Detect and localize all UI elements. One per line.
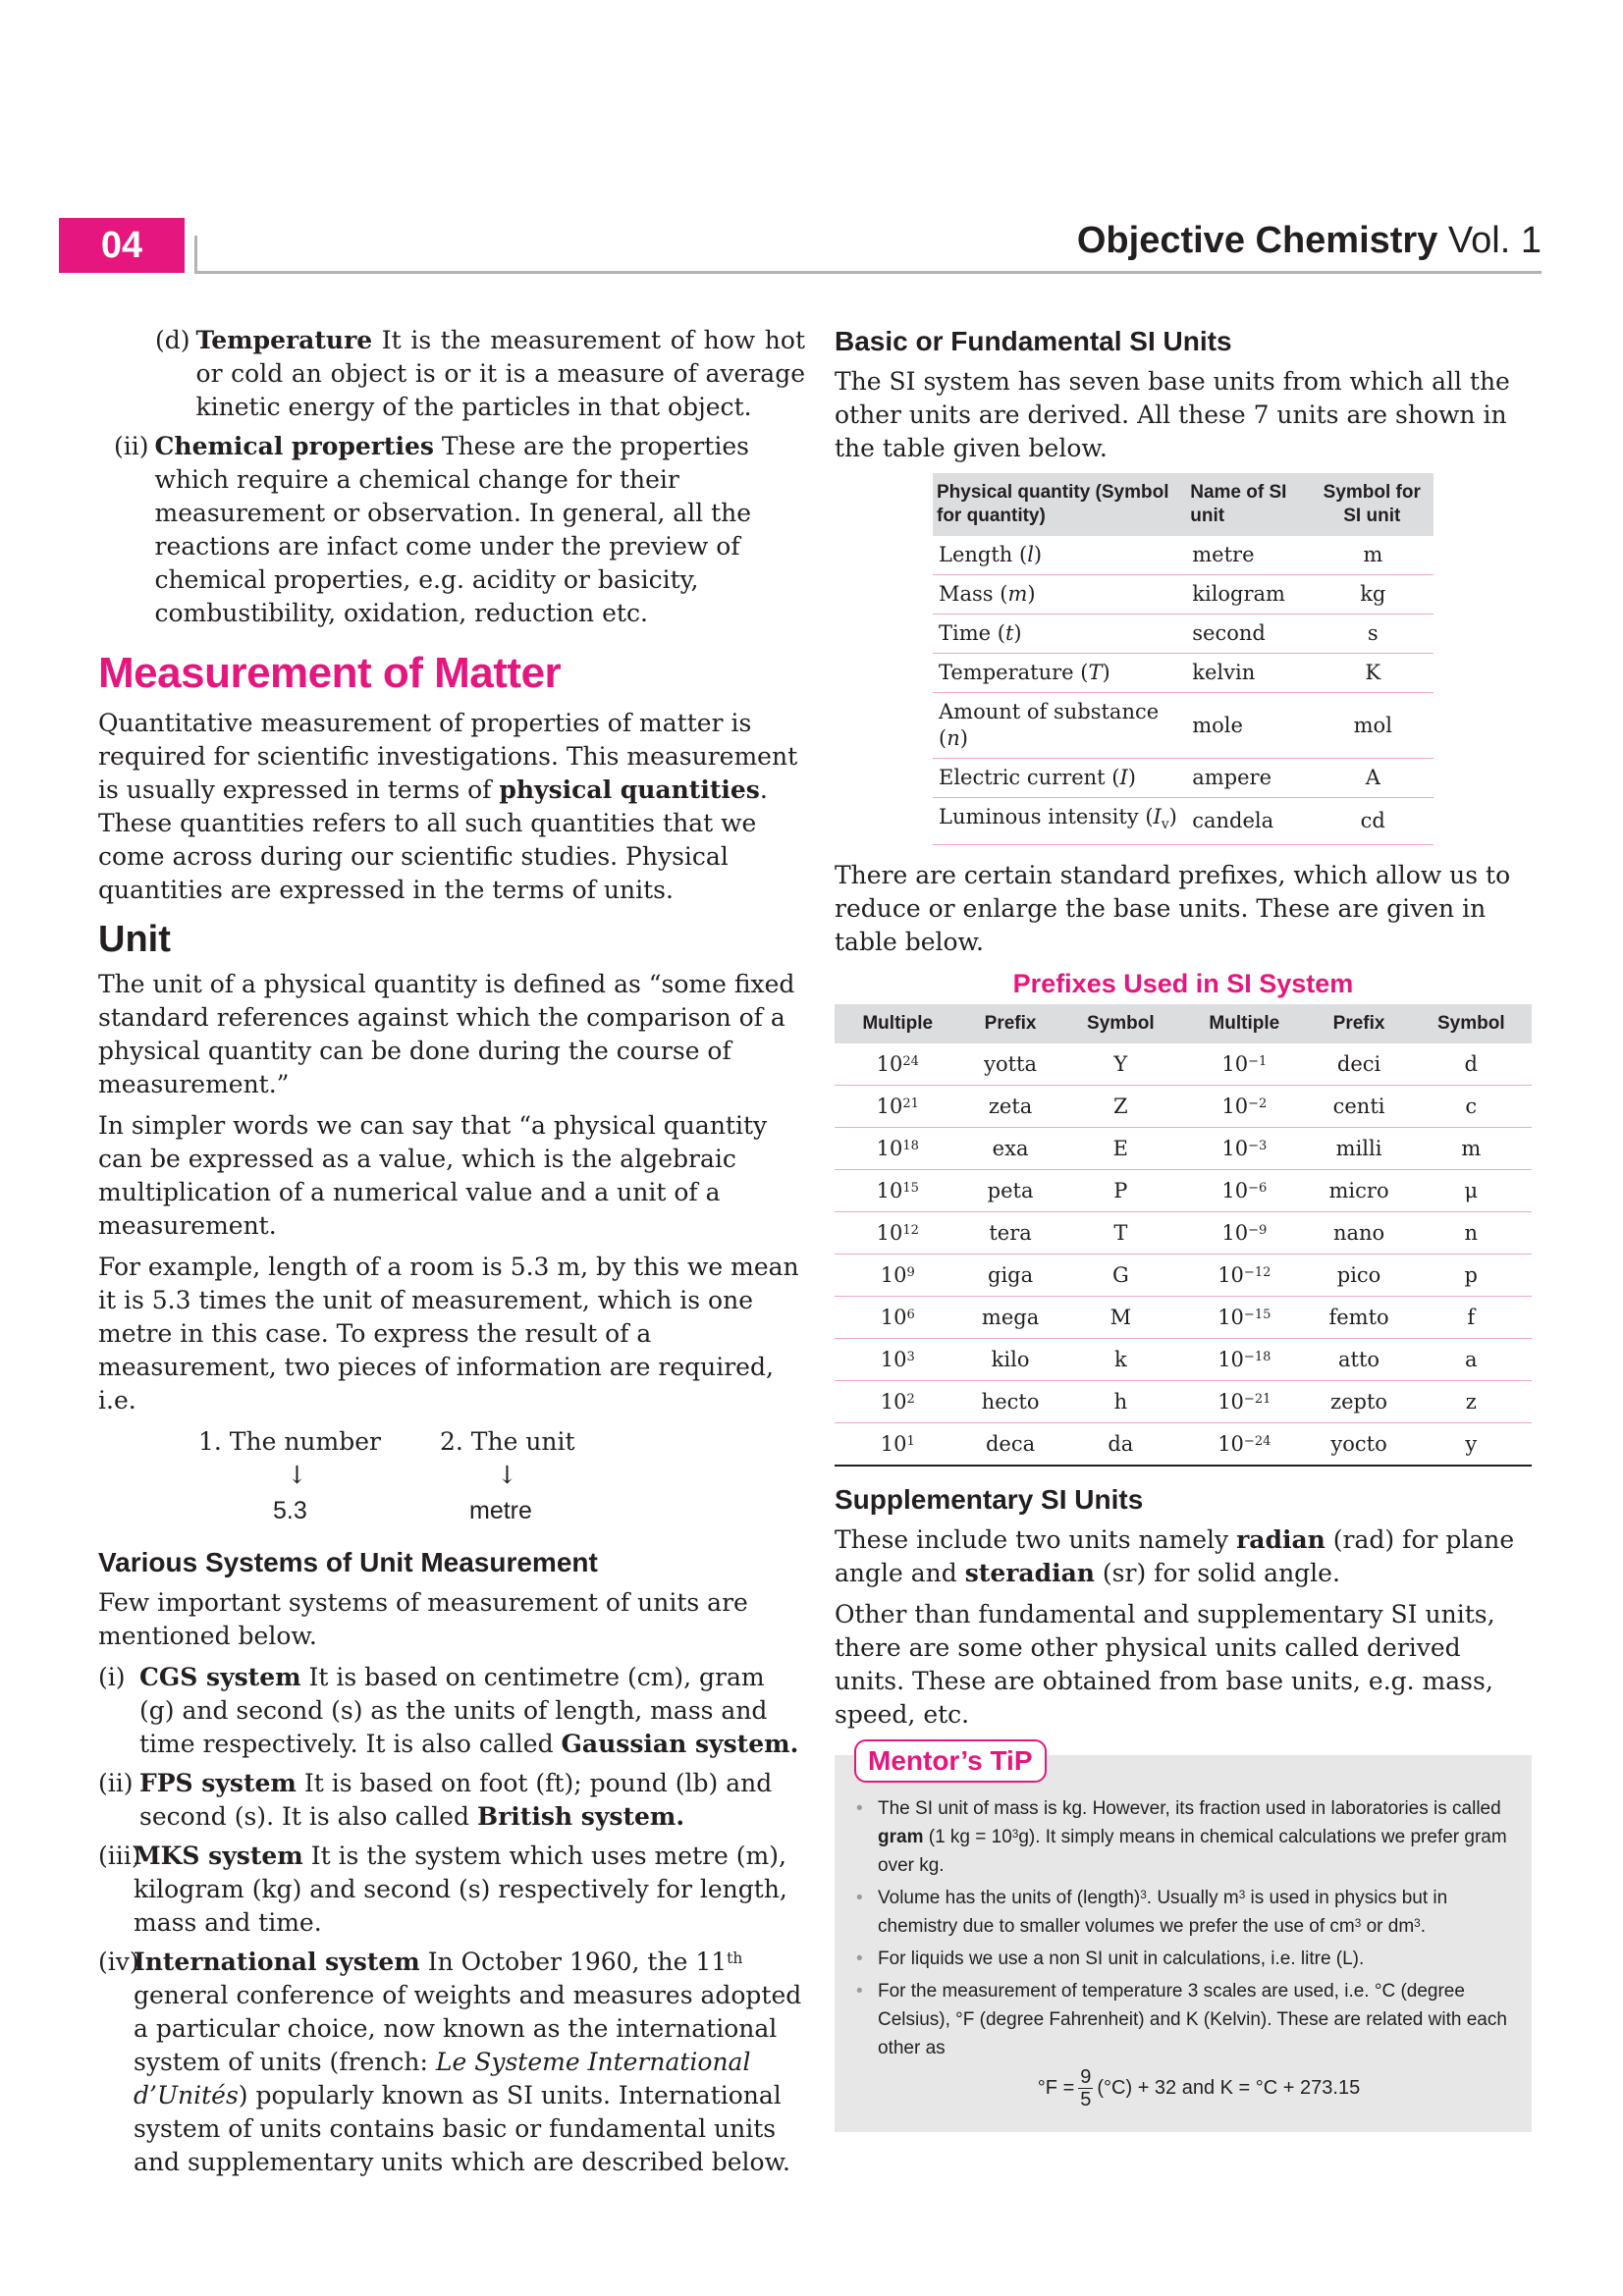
mentors-tip-box — [835, 1755, 1532, 2132]
symbol-cell: k — [1060, 1339, 1181, 1381]
page-number: 04 — [59, 218, 185, 273]
item-text: These are the properties which require a chemical change for their measurement or observation. In general, all the reactions are infact come under the preview of chemical properties, e.g. acidity or basicity, combustibility, oxidation, reduction etc. — [154, 432, 752, 627]
diagram-label-unit: 2. The unit — [440, 1427, 575, 1456]
tip-bullet: • The SI unit of mass is kg. However, its fraction used in laboratories is called gram (1 kg = $10^3g$). It simply means in chemical calculations we prefer gram over kg. — [878, 1794, 1520, 1880]
bold-term: radian — [1236, 1525, 1325, 1555]
symbol-cell: f — [1411, 1297, 1532, 1339]
table-row — [933, 654, 1434, 693]
item-term: FPS system — [139, 1769, 297, 1797]
prefix-cell: pico — [1308, 1255, 1411, 1297]
text-run: . These quantities refers to all such quantities that we come across during our scientific studies. Physical quantities are expressed in the terms of units. — [98, 775, 768, 904]
quantity-cell: Time (t) — [933, 614, 1186, 654]
multiple-cell: $10^9$ — [835, 1255, 961, 1297]
prefix-cell: mega — [961, 1297, 1060, 1339]
item-text: It is the system which uses metre (m), kilogram (kg) and second (s) respectively for length, mass and time. — [134, 1842, 787, 1937]
right-column — [835, 324, 1532, 2132]
unit-symbol-cell: m — [1311, 536, 1434, 575]
unit-symbol-cell: kg — [1311, 575, 1434, 614]
item-text: It is the measurement of how hot or cold an object is or it is a measure of average kinetic energy of the particles in that object. — [195, 326, 805, 421]
unit-name-cell: kelvin — [1186, 654, 1310, 693]
multiple-cell: $10^3$ — [835, 1339, 961, 1381]
table-row — [835, 1212, 1532, 1255]
unit-name-cell: candela — [1186, 798, 1310, 845]
table-row — [835, 1170, 1532, 1212]
unit-symbol-cell: K — [1311, 654, 1434, 693]
prefix-cell: nano — [1308, 1212, 1411, 1255]
symbol-cell: p — [1411, 1255, 1532, 1297]
multiple-cell: $10^2$ — [835, 1381, 961, 1423]
quantity-cell: Luminous intensity $(I_v)$ — [933, 798, 1186, 845]
symbol-cell: h — [1060, 1381, 1181, 1423]
page-header — [59, 218, 1542, 273]
symbol-cell: Y — [1060, 1043, 1181, 1086]
temperature-item — [98, 324, 805, 424]
symbol-cell: G — [1060, 1255, 1181, 1297]
prefix-table — [835, 1004, 1532, 1467]
multiple-cell: $10^{-21}$ — [1181, 1381, 1308, 1423]
book-title-bold: Objective Chemistry — [1076, 220, 1438, 261]
systems-intro: Few important systems of measurement of units are mentioned below. — [98, 1588, 748, 1650]
multiple-cell: $10^{-6}$ — [1181, 1170, 1308, 1212]
column-header: Prefix — [1308, 1004, 1411, 1043]
quantity-cell: Length (l) — [933, 536, 1186, 575]
diagram-label-number: 1. The number — [198, 1427, 381, 1456]
section-title-measurement: Measurement of Matter — [98, 649, 562, 697]
multiple-cell: $10^{-24}$ — [1181, 1423, 1308, 1467]
prefix-intro-paragraph: There are certain standard prefixes, which allow us to reduce or enlarge the base units. These are given in table below. — [835, 861, 1511, 957]
alt-name: Gaussian system. — [561, 1730, 799, 1758]
mentors-tip-label: Mentor’s TiP — [854, 1739, 1047, 1783]
multiple-cell: $10^{-18}$ — [1181, 1339, 1308, 1381]
unit-name-cell: metre — [1186, 536, 1310, 575]
si-units-table — [933, 473, 1434, 845]
tip-bullet: • For the measurement of temperature 3 scales are used, i.e. °C (degree Celsius), °F (degree Fahrenheit) and K (Kelvin). These are related with each other as °F = $\frac{9}{5}$ (°C) + 32 and K = °C + 273.15 — [878, 1977, 1520, 2110]
multiple-cell: $10^{-1}$ — [1181, 1043, 1308, 1086]
symbol-cell: M — [1060, 1297, 1181, 1339]
symbol-cell: μ — [1411, 1170, 1532, 1212]
symbol-cell: da — [1060, 1423, 1181, 1467]
table-row — [835, 1128, 1532, 1170]
chemical-properties-item — [98, 430, 805, 630]
prefix-cell: femto — [1308, 1297, 1411, 1339]
column-header: Symbol — [1411, 1004, 1532, 1043]
symbol-cell: z — [1411, 1381, 1532, 1423]
table-row — [835, 1255, 1532, 1297]
item-text: It is based on foot (ft); pound (lb) and second (s). It is also called — [139, 1769, 773, 1831]
fraction-denominator: 5 — [1080, 2089, 1092, 2111]
table-row — [933, 614, 1434, 654]
unit-symbol-cell: mol — [1311, 693, 1434, 759]
quantity-cell: Temperature (T) — [933, 654, 1186, 693]
multiple-cell: $10^{-12}$ — [1181, 1255, 1308, 1297]
table-row — [933, 693, 1434, 759]
item-term: CGS system — [139, 1663, 301, 1691]
unit-name-cell: kilogram — [1186, 575, 1310, 614]
alt-name: British system. — [476, 1802, 685, 1831]
unit-symbol-cell: A — [1311, 759, 1434, 798]
column-header: Symbol for SI unit — [1311, 473, 1434, 536]
table-row — [835, 1086, 1532, 1128]
text-run: (rad) for plane angle and — [835, 1525, 1515, 1588]
fraction-numerator: 9 — [1080, 2066, 1092, 2089]
multiple-cell: $10^{18}$ — [835, 1128, 961, 1170]
table-row — [933, 798, 1434, 845]
item-term: Chemical properties — [154, 432, 434, 460]
symbol-cell: Z — [1060, 1086, 1181, 1128]
item-term: Temperature — [195, 326, 373, 354]
unit-symbol-cell: s — [1311, 614, 1434, 654]
tip-bullet: • For liquids we use a non SI unit in calculations, i.e. litre (L). — [878, 1945, 1520, 1973]
diagram-value-number: 5.3 — [273, 1497, 307, 1524]
unit-simpler-paragraph: In simpler words we can say that “a physical quantity can be expressed as a value, which is the algebraic multiplication of a numerical value and a unit of a measurement. — [98, 1111, 768, 1240]
item-marker: (iii) — [98, 1842, 141, 1870]
text-run: (sr) for solid angle. — [1094, 1559, 1340, 1588]
book-title-volume: Vol. 1 — [1437, 220, 1542, 261]
quantity-cell: Amount of substance (n) — [933, 693, 1186, 759]
multiple-cell: $10^{-2}$ — [1181, 1086, 1308, 1128]
table-row — [835, 1043, 1532, 1086]
down-arrow-icon: ↓ — [287, 1461, 307, 1489]
multiple-cell: $10^{21}$ — [835, 1086, 961, 1128]
multiple-cell: $10^{15}$ — [835, 1170, 961, 1212]
superscript: th — [727, 1949, 743, 1968]
item-marker: (ii) — [98, 1769, 134, 1797]
symbol-cell: d — [1411, 1043, 1532, 1086]
formula-rhs: (°C) + 32 and K = °C + 273.15 — [1097, 2077, 1361, 2100]
unit-name-cell: second — [1186, 614, 1310, 654]
column-header: Physical quantity (Symbol for quantity) — [933, 473, 1186, 536]
item-text: ) popularly known as SI units. International system of units contains basic or fundamental units and supplementary units which are described below. — [134, 2081, 790, 2176]
text-run: These include two units namely — [835, 1525, 1237, 1555]
section-title-supplementary: Supplementary SI Units — [835, 1484, 1144, 1516]
multiple-cell: $10^6$ — [835, 1297, 961, 1339]
formula-lhs: °F = — [1037, 2077, 1075, 2100]
table-row — [835, 1339, 1532, 1381]
multiple-cell: $10^{-9}$ — [1181, 1212, 1308, 1255]
prefix-cell: milli — [1308, 1128, 1411, 1170]
quantity-cell: Mass (m) — [933, 575, 1186, 614]
item-text: In October 1960, the 11 — [419, 1948, 728, 1976]
prefix-cell: micro — [1308, 1170, 1411, 1212]
diagram-value-unit: metre — [469, 1497, 532, 1524]
prefix-cell: giga — [961, 1255, 1060, 1297]
table-row — [933, 536, 1434, 575]
table-row — [835, 1297, 1532, 1339]
prefix-table-caption: Prefixes Used in SI System — [1012, 969, 1354, 999]
item-term: MKS system — [134, 1842, 303, 1870]
symbol-cell: n — [1411, 1212, 1532, 1255]
table-row — [933, 575, 1434, 614]
prefix-cell: peta — [961, 1170, 1060, 1212]
prefix-cell: zeta — [961, 1086, 1060, 1128]
prefix-cell: zepto — [1308, 1381, 1411, 1423]
derived-units-paragraph: Other than fundamental and supplementary SI units, there are some other physical units called derived units. These are obtained from base units, e.g. mass, speed, etc. — [835, 1600, 1495, 1730]
column-header: Multiple — [1181, 1004, 1308, 1043]
prefix-cell: centi — [1308, 1086, 1411, 1128]
header-divider — [194, 236, 197, 274]
multiple-cell: $10^{-3}$ — [1181, 1128, 1308, 1170]
table-row — [835, 1381, 1532, 1423]
text-run: Quantitative measurement of properties of matter is required for scientific investigations. This measurement is usually expressed in terms of — [98, 709, 798, 804]
book-title — [1077, 220, 1542, 262]
multiple-cell: $10^{24}$ — [835, 1043, 961, 1086]
bold-term: physical quantities — [499, 775, 760, 804]
table-row — [933, 759, 1434, 798]
unit-symbol-cell: cd — [1311, 798, 1434, 845]
left-column — [98, 324, 805, 2185]
column-header: Name of SI unit — [1186, 473, 1310, 536]
international-item — [98, 1946, 805, 2179]
section-title-basic-si: Basic or Fundamental SI Units — [835, 326, 1232, 356]
unit-name-cell: mole — [1186, 693, 1310, 759]
measurement-paragraph — [98, 707, 805, 907]
section-title-unit: Unit — [98, 919, 171, 960]
measurement-diagram — [98, 1425, 805, 1531]
fps-item — [98, 1767, 805, 1834]
column-header: Prefix — [961, 1004, 1060, 1043]
unit-name-cell: ampere — [1186, 759, 1310, 798]
prefix-cell: deca — [961, 1423, 1060, 1467]
prefix-cell: hecto — [961, 1381, 1060, 1423]
mks-item — [98, 1840, 805, 1940]
unit-example-paragraph: For example, length of a room is 5.3 m, by this we mean it is 5.3 times the unit of measurement, which is one metre in this case. To express the result of a measurement, two pieces of information are required, i.e. — [98, 1253, 799, 1415]
item-marker: (d) — [155, 326, 190, 354]
symbol-cell: P — [1060, 1170, 1181, 1212]
french-name: Le Systeme International d’Unités — [134, 2048, 751, 2109]
column-header: Multiple — [835, 1004, 961, 1043]
down-arrow-icon: ↓ — [497, 1461, 517, 1489]
multiple-cell: $10^{-15}$ — [1181, 1297, 1308, 1339]
cgs-item — [98, 1661, 805, 1761]
item-marker: (iv) — [98, 1948, 139, 1976]
multiple-cell: $10^{12}$ — [835, 1212, 961, 1255]
symbol-cell: T — [1060, 1212, 1181, 1255]
prefix-cell: yotta — [961, 1043, 1060, 1086]
basic-si-paragraph: The SI system has seven base units from which all the other units are derived. All these 7 units are shown in the table given below. — [835, 367, 1510, 462]
prefix-cell: atto — [1308, 1339, 1411, 1381]
symbol-cell: E — [1060, 1128, 1181, 1170]
fraction — [1078, 2066, 1093, 2110]
prefix-cell: kilo — [961, 1339, 1060, 1381]
item-marker: (i) — [98, 1663, 126, 1691]
section-title-systems: Various Systems of Unit Measurement — [98, 1547, 598, 1577]
item-text: general conference of weights and measures adopted a particular choice, now known as the international system of units (french: — [134, 1981, 802, 2076]
symbol-cell: y — [1411, 1423, 1532, 1467]
tip-bullet: • Volume has the units of (length)$^3$. Usually $m^3$ is used in physics but in chemistry due to smaller volumes we prefer the use of $cm^3$ or $dm^3$. — [878, 1884, 1520, 1941]
symbol-cell: a — [1411, 1339, 1532, 1381]
symbol-cell: c — [1411, 1086, 1532, 1128]
quantity-cell: Electric current (I) — [933, 759, 1186, 798]
item-marker: (ii) — [114, 432, 149, 460]
supplementary-paragraph — [835, 1523, 1532, 1590]
prefix-cell: tera — [961, 1212, 1060, 1255]
multiple-cell: $10^1$ — [835, 1423, 961, 1467]
header-rule — [196, 271, 1542, 274]
bold-term: steradian — [964, 1559, 1095, 1588]
item-term: International system — [134, 1948, 420, 1976]
unit-definition-paragraph: The unit of a physical quantity is defined as “some fixed standard references against which the comparison of a physical quantity can be done during the course of measurement.” — [98, 970, 795, 1098]
item-text: It is based on centimetre (cm), gram (g) and second (s) as the units of length, mass and time respectively. It is also called — [139, 1663, 768, 1758]
prefix-cell: deci — [1308, 1043, 1411, 1086]
prefix-cell: yocto — [1308, 1423, 1411, 1467]
mentors-tip — [835, 1745, 1532, 2132]
table-header-row — [933, 473, 1434, 536]
table-header-row — [835, 1004, 1532, 1043]
column-header: Symbol — [1060, 1004, 1181, 1043]
symbol-cell: m — [1411, 1128, 1532, 1170]
prefix-cell: exa — [961, 1128, 1060, 1170]
table-row — [835, 1423, 1532, 1467]
temperature-formula — [878, 2066, 1520, 2110]
